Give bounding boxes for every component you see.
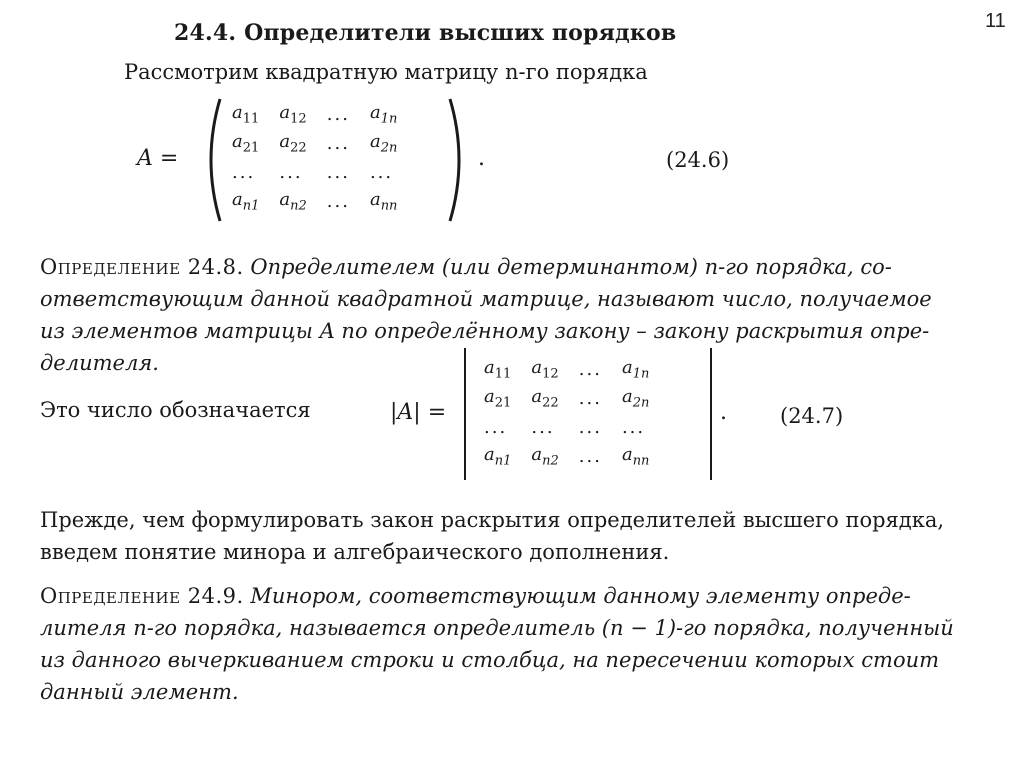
matrix-cell: ... [484, 417, 508, 438]
matrix-cell: $a_{n1}$ [484, 444, 512, 469]
section-heading: 24.4. Определители высших порядков [174, 20, 677, 46]
right-bar [710, 348, 712, 480]
matrix-cell: $a_{1n}$ [621, 357, 650, 382]
intro-text: Рассмотрим квадратную матрицу n-го порядка [124, 60, 648, 84]
matrix-cell: $a_{n2}$ [531, 444, 559, 469]
definition-line: данный элемент. [40, 680, 239, 704]
matrix-cell: $a_{n1}$ [232, 189, 260, 214]
matrix-cell: ... [578, 388, 602, 409]
matrix-cell: $a_{1n}$ [369, 102, 398, 127]
matrix-cell: ... [621, 417, 646, 438]
matrix-row [222, 187, 407, 216]
definition-line [40, 584, 911, 608]
matrix-cell: $a_{11}$ [232, 102, 260, 127]
equation-number: (24.6) [666, 148, 730, 172]
matrix-cell: $a_{nn}$ [369, 189, 398, 214]
definition-label: Определение 24.9. [40, 584, 244, 608]
left-paren [200, 97, 224, 223]
right-paren [446, 97, 470, 223]
definition-line: лителя n-го порядка, называется определитель (n − 1)-го порядка, полученный [40, 616, 954, 640]
paragraph-line: введем понятие минора и алгебраического дополнения. [40, 540, 670, 564]
matrix-cell: ... [578, 446, 602, 467]
matrix-cell: ... [369, 162, 394, 183]
matrix-cell: $a_{2n}$ [621, 386, 650, 411]
matrix-cell: ... [326, 104, 350, 125]
definition-line [40, 255, 892, 279]
equation-number: (24.7) [780, 404, 844, 428]
matrix-cell: $a_{22}$ [279, 131, 307, 156]
matrix-cell: $a_{n2}$ [279, 189, 307, 214]
denote-text: Это число обозначается [40, 398, 311, 422]
matrix-cell: $a_{2n}$ [369, 131, 398, 156]
matrix-cell: $a_{12}$ [531, 357, 559, 382]
left-bar [464, 348, 466, 480]
matrix-cell: ... [531, 417, 555, 438]
matrix-row [474, 442, 659, 471]
page-number: 11 [985, 10, 1006, 32]
definition-line: из данного вычеркиванием строки и столбца, на пересечении которых стоит [40, 648, 940, 672]
equation-period: . [720, 400, 727, 425]
matrix-cell: ... [578, 417, 602, 438]
matrix-cell: $a_{nn}$ [621, 444, 650, 469]
definition-label: Определение 24.8. [40, 255, 244, 279]
equation-period: . [478, 146, 485, 171]
matrix-cell: ... [578, 359, 602, 380]
paragraph-line: Прежде, чем формулировать закон раскрытия определителей высшего порядка, [40, 508, 945, 532]
matrix-cell: ... [326, 191, 350, 212]
matrix-row [474, 355, 659, 384]
matrix-cell: $a_{12}$ [279, 102, 307, 127]
matrix-cell: ... [326, 133, 350, 154]
determinant-a [474, 355, 659, 471]
matrix-row [474, 384, 659, 413]
determinant-lhs: |A| = [390, 400, 447, 425]
definition-line: делителя. [40, 351, 159, 375]
matrix-cell: $a_{21}$ [484, 386, 512, 411]
matrix-row [474, 413, 659, 442]
matrix-row [222, 129, 407, 158]
matrix-cell: $a_{22}$ [531, 386, 559, 411]
definition-line: из элементов матрицы A по определённому закону – закону раскрытия опре- [40, 319, 930, 343]
matrix-cell: ... [232, 162, 256, 183]
matrix-cell: ... [326, 162, 350, 183]
matrix-row [222, 158, 407, 187]
definition-text: Минором, соответствующим данному элементу опреде- [250, 584, 911, 608]
matrix-cell: $a_{21}$ [232, 131, 260, 156]
matrix-cell: $a_{11}$ [484, 357, 512, 382]
matrix-cell: ... [279, 162, 303, 183]
matrix-row [222, 100, 407, 129]
definition-text: Определителем (или детерминантом) n-го порядка, со- [250, 255, 892, 279]
definition-line: ответствующим данной квадратной матрице, называют число, получаемое [40, 287, 932, 311]
matrix-lhs: A = [137, 146, 179, 171]
matrix-a [222, 100, 407, 216]
